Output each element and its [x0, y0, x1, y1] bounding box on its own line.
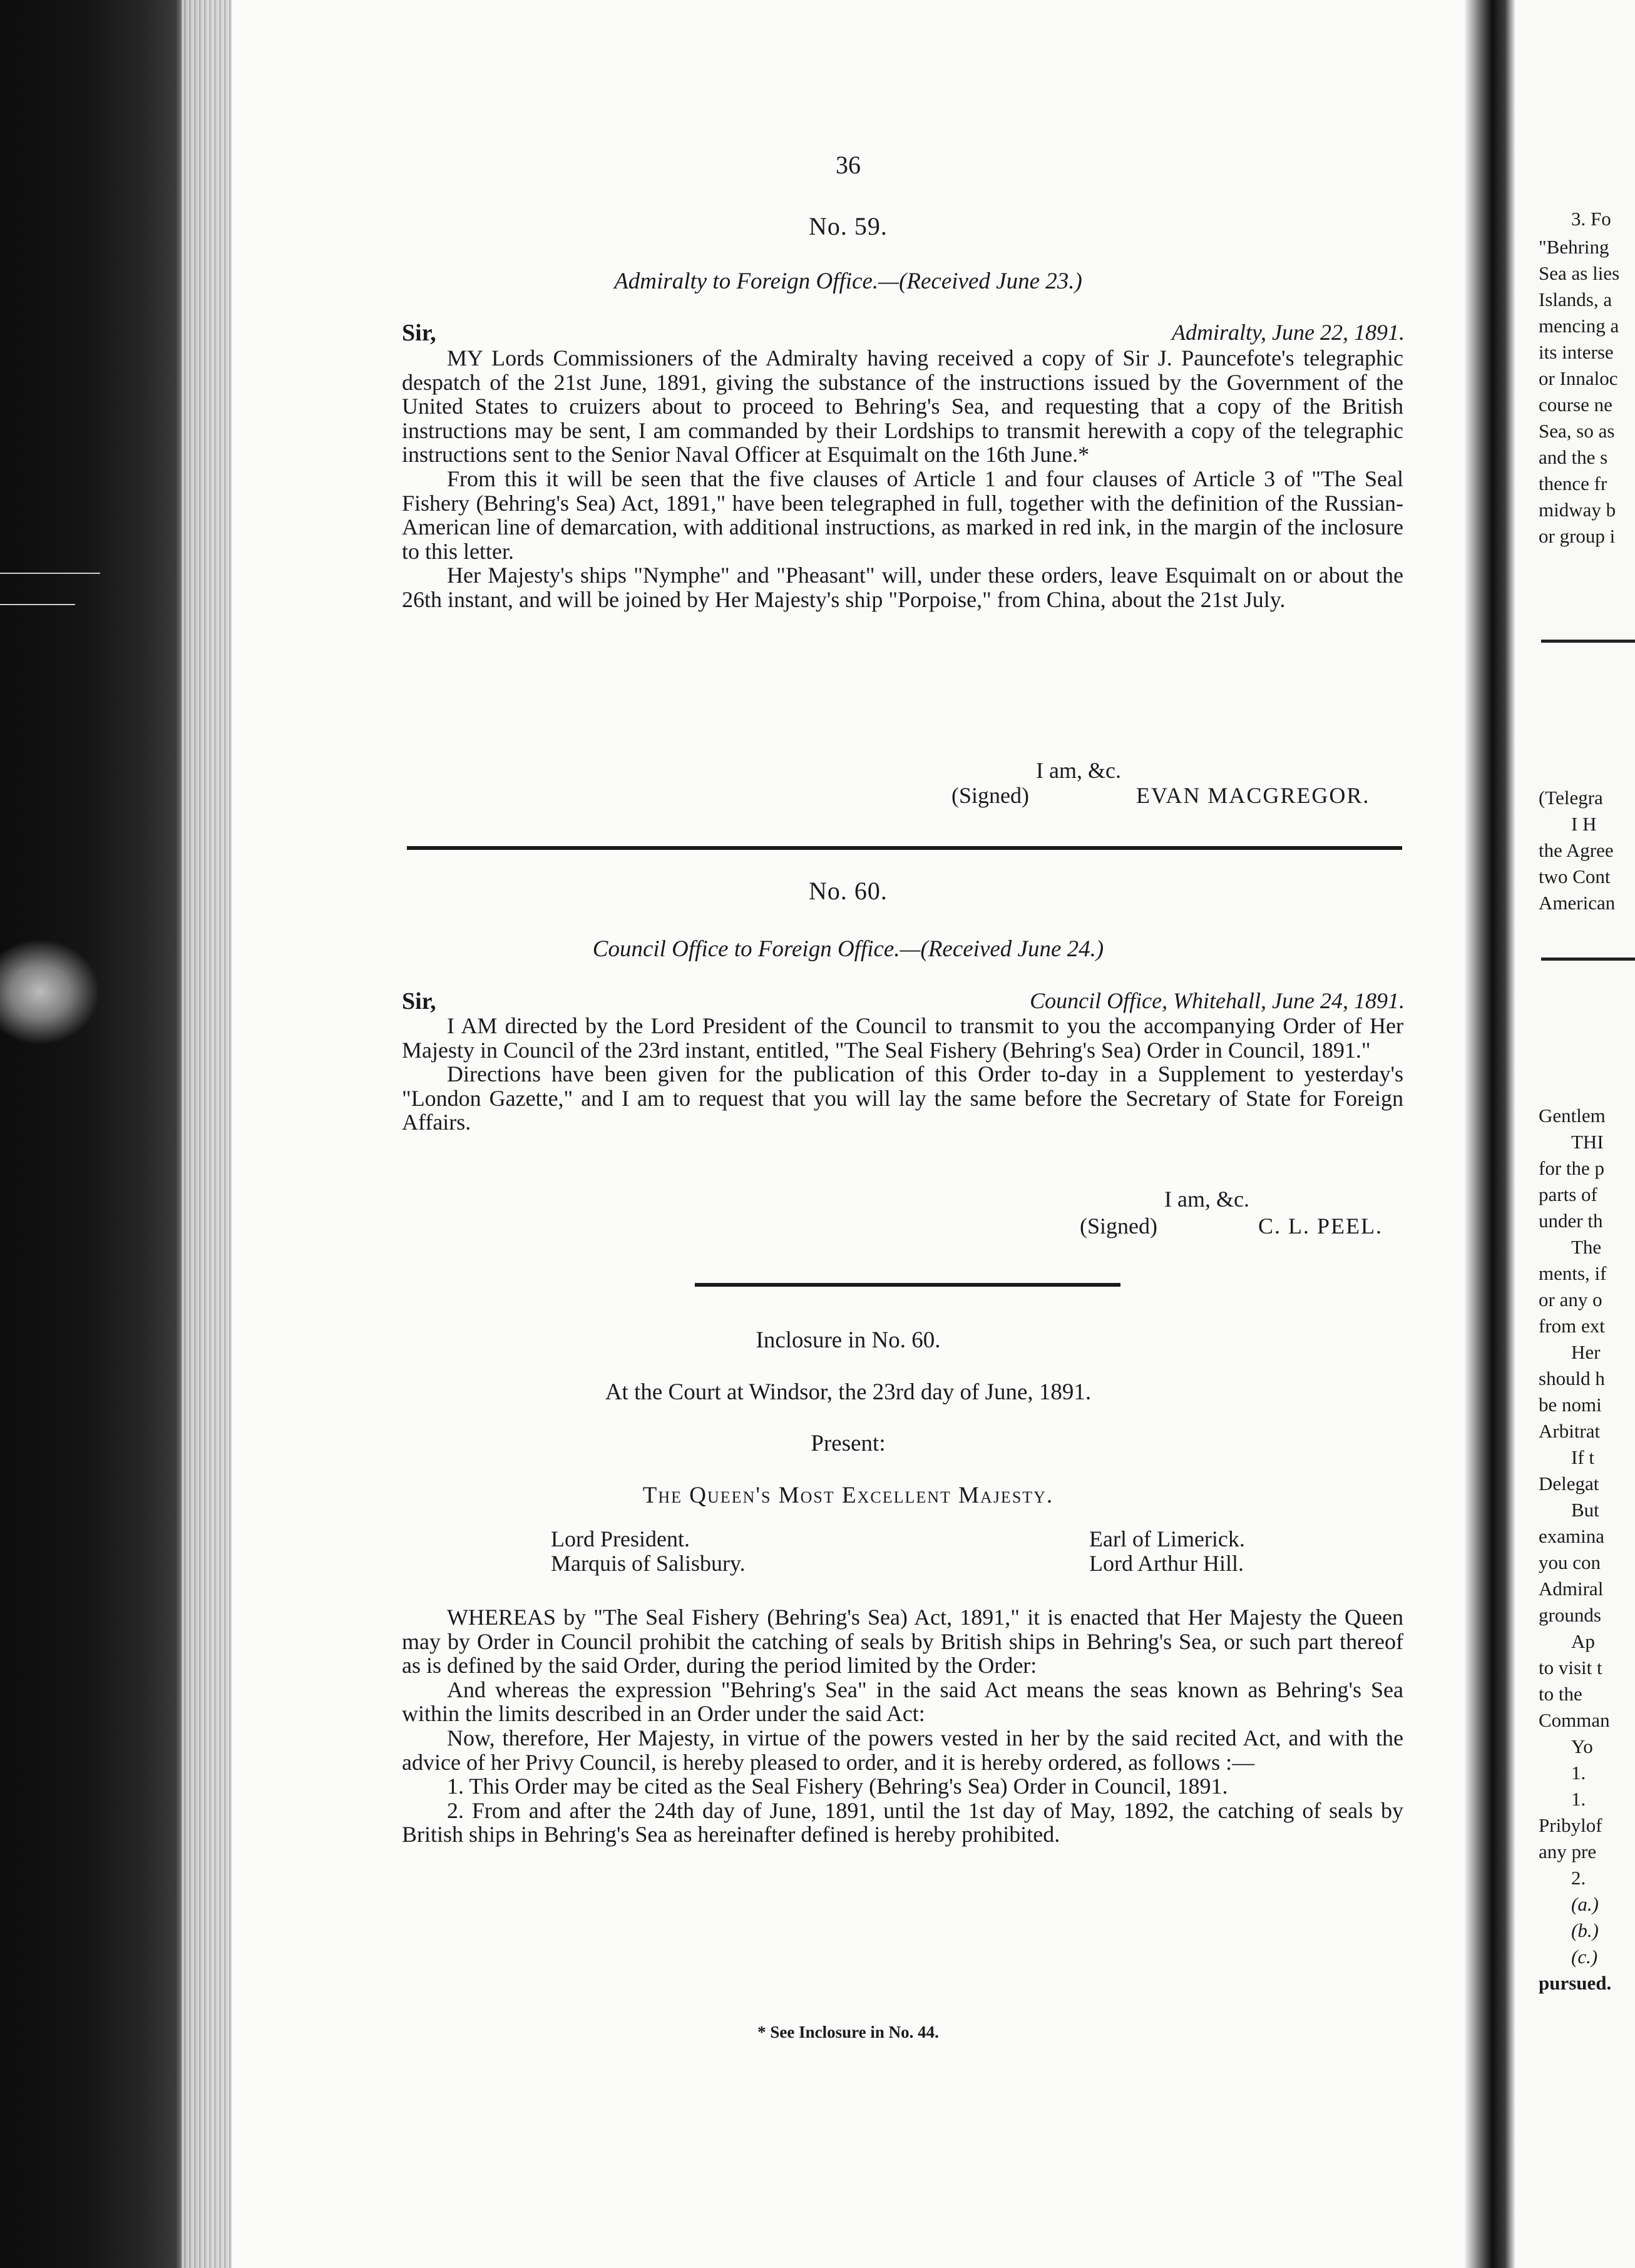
majesty-line: The Queen's Most Excellent Majesty. — [642, 1483, 1054, 1508]
doc-59-dateline-text: Admiralty, June 22, 1891. — [1172, 320, 1405, 345]
right-page-fragment: Yo — [1571, 1735, 1593, 1757]
attendee-name: Lord Arthur Hill. — [1089, 1551, 1244, 1576]
right-page-fragment: Delegat — [1539, 1473, 1599, 1494]
right-page-fragment: ments, if — [1539, 1262, 1607, 1284]
right-page — [1515, 0, 1635, 2268]
doc-60-closing: I am, &c. — [1164, 1187, 1249, 1212]
attendee-name: Earl of Limerick. — [1089, 1526, 1245, 1551]
right-page-fragment: course ne — [1539, 394, 1612, 416]
right-page-fragment: Admiral — [1539, 1578, 1604, 1600]
right-page-fragment: should h — [1539, 1367, 1605, 1389]
right-page-fragment: (a.) — [1571, 1893, 1599, 1915]
right-page-fragment: mencing a — [1539, 315, 1619, 337]
binding-thread-mark — [0, 604, 75, 605]
binding-wear-mark — [0, 939, 100, 1045]
right-page-fragment: parts of — [1539, 1183, 1597, 1205]
inclosure-paragraph: 2. From and after the 24th day of June, 1891, until the 1st day of May, 1892, the catching of seals by British ships in Behring's Sea as hereinafter defined is hereby prohibited. — [402, 1797, 1403, 1847]
right-page-fragment: be nomi — [1539, 1394, 1602, 1416]
right-page-fragment: American — [1539, 892, 1616, 914]
book-gutter — [1465, 0, 1515, 2268]
present-label: Present: — [811, 1431, 886, 1456]
doc-59-paragraph: MY Lords Commissioners of the Admiralty having received a copy of Sir J. Pauncefote's telegraphic despatch of the 21st June, 1891, giving the substance of the instructions issued by the Government of the United States to cruizers about to proceed to Behring's Sea, and requesting that a copy of the British instructions may be sent, I am commanded by their Lordships to transmit herewith a copy of the telegraphic instructions sent to the Senior Naval Officer at Esquimalt on the 16th June.* — [402, 345, 1403, 467]
right-page-fragment: any pre — [1539, 1841, 1597, 1862]
doc-59-signed-label: (Signed) — [951, 783, 1029, 808]
right-page-fragment: or group i — [1539, 525, 1616, 547]
right-page-fragment: 2. — [1571, 1867, 1586, 1889]
right-page-fragment: 3. Fo — [1571, 208, 1611, 230]
right-page-fragment: Sea as lies — [1539, 262, 1620, 284]
right-page-fragment: or any o — [1539, 1289, 1602, 1310]
right-page-fragment: for the p — [1539, 1157, 1605, 1179]
right-page-fragment: its interse — [1539, 341, 1614, 363]
doc-60-dateline — [1030, 988, 1405, 1014]
doc-59-signatory: EVAN MACGREGOR. — [1136, 783, 1370, 808]
right-page-fragment: Ap — [1571, 1630, 1595, 1652]
doc-59-paragraph: From this it will be seen that the five clauses of Article 1 and four clauses of Article 3 of "The Seal Fishery (Behring's Sea) Act, 1891," have been telegraphed in full, together with the definition of the Russian-American line of demarcation, with additional instructions, as marked in red ink, in the margin of the inclosure to this letter. — [402, 466, 1403, 564]
right-page-fragment: I H — [1571, 813, 1597, 835]
right-page-fragment: Sea, so as — [1539, 420, 1615, 442]
doc-59-body — [402, 346, 1403, 612]
doc-60-subheading: Council Office to Foreign Office.—(Received June 24.) — [592, 936, 1104, 962]
doc-59-heading: No. 59. — [809, 212, 888, 240]
right-page-fragment: pursued. — [1539, 1972, 1612, 1994]
attendee-name: Lord President. — [551, 1526, 690, 1551]
right-page-fragment: THI — [1571, 1131, 1604, 1153]
right-page-fragment: you con — [1539, 1551, 1601, 1573]
right-page-fragment: The — [1571, 1236, 1602, 1258]
right-page-divider — [1541, 640, 1635, 643]
right-page-fragment: Gentlem — [1539, 1105, 1606, 1126]
inclosure-paragraph: And whereas the expression "Behring's Sea" in the said Act means the seas known as Behring's Sea within the limits described in an Order under the said Act: — [402, 1677, 1403, 1727]
inclosure-divider — [695, 1283, 1120, 1287]
footnote: * See Inclosure in No. 44. — [757, 2023, 939, 2041]
right-page-fragment: examina — [1539, 1525, 1605, 1547]
doc-60-body — [402, 1014, 1403, 1135]
doc-60-heading: No. 60. — [809, 877, 888, 905]
right-page-fragment: (b.) — [1571, 1919, 1599, 1941]
right-page-fragment: under th — [1539, 1210, 1603, 1232]
right-page-fragment: Arbitrat — [1539, 1420, 1601, 1442]
inclosure-paragraph: 1. This Order may be cited as the Seal Fishery (Behring's Sea) Order in Council, 1891. — [447, 1774, 1228, 1799]
right-page-fragment: Pribylof — [1539, 1814, 1602, 1836]
section-divider — [407, 846, 1402, 850]
right-page-fragment: midway b — [1539, 499, 1616, 521]
inclosure-paragraph: WHEREAS by "The Seal Fishery (Behring's Sea) Act, 1891," it is enacted that Her Majesty the Queen may by Order in Council prohibit the catching of seals by British ships in Behring's Sea, or such part thereof as is defined by the said Order, during the period limited by the Order: — [402, 1605, 1403, 1678]
page-number: 36 — [836, 151, 861, 179]
right-page-fragment: to visit t — [1539, 1657, 1602, 1678]
doc-60-signatory: C. L. PEEL. — [1258, 1213, 1383, 1239]
right-page-divider — [1541, 958, 1635, 961]
doc-60-signed-label: (Signed) — [1080, 1213, 1157, 1239]
right-page-fragment: "Behring — [1539, 236, 1609, 258]
right-page-fragment: If t — [1571, 1446, 1595, 1468]
right-page-fragment: (c.) — [1571, 1946, 1598, 1968]
doc-59-subheading: Admiralty to Foreign Office.—(Received June 23.) — [614, 268, 1082, 294]
inclosure-body — [402, 1605, 1403, 1847]
doc-60-dateline-text: Council Office, Whitehall, June 24, 1891. — [1030, 988, 1405, 1013]
page-edges — [182, 0, 232, 2268]
right-page-fragment: from ext — [1539, 1315, 1605, 1337]
right-page-fragment: and the s — [1539, 446, 1608, 468]
binding-thread-mark — [0, 573, 100, 574]
inclosure-paragraph: Now, therefore, Her Majesty, in virtue of the powers vested in her by the said recited Act, and with the advice of her Privy Council, is hereby pleased to order, and it is hereby ordered, as follows :— — [402, 1725, 1403, 1775]
right-page-fragment: 1. — [1571, 1788, 1586, 1810]
left-page — [232, 0, 1465, 2268]
right-page-fragment: But — [1571, 1499, 1599, 1521]
right-page-fragment: or Innaloc — [1539, 367, 1618, 389]
right-page-fragment: (Telegra — [1539, 787, 1603, 809]
doc-60-paragraph: I AM directed by the Lord President of the Council to transmit to you the accompanying Order of Her Majesty in Council of the 23rd instant, entitled, "The Seal Fishery (Behring's Sea) Order in Council, 1891." — [402, 1013, 1403, 1063]
right-page-fragment: Islands, a — [1539, 289, 1612, 310]
attendees-right — [1089, 1527, 1245, 1576]
book-binding — [0, 0, 207, 2268]
court-line: At the Court at Windsor, the 23rd day of June, 1891. — [605, 1379, 1092, 1405]
doc-59-paragraph: Her Majesty's ships "Nymphe" and "Pheasant" will, under these orders, leave Esquimalt on or about the 26th instant, and will be joined by Her Majesty's ship "Porpoise," from China, about the 21st July. — [402, 563, 1403, 612]
doc-59-dateline — [1172, 319, 1405, 345]
right-page-fragment: 1. — [1571, 1762, 1586, 1784]
attendee-name: Marquis of Salisbury. — [551, 1551, 746, 1576]
right-page-fragment: Comman — [1539, 1709, 1610, 1731]
right-page-fragment: Her — [1571, 1341, 1601, 1363]
doc-59-salutation: Sir, — [402, 320, 436, 346]
right-page-fragment: the Agree — [1539, 839, 1614, 861]
right-page-fragment: grounds — [1539, 1604, 1601, 1626]
right-page-fragment: two Cont — [1539, 866, 1611, 887]
right-page-fragment: to the — [1539, 1683, 1582, 1705]
right-page-fragment: thence fr — [1539, 472, 1607, 494]
doc-59-closing: I am, &c. — [1036, 758, 1121, 783]
attendees-left — [551, 1527, 746, 1576]
inclosure-heading: Inclosure in No. 60. — [756, 1327, 941, 1353]
doc-60-salutation: Sir, — [402, 988, 436, 1014]
doc-60-paragraph: Directions have been given for the publication of this Order to-day in a Supplement to yesterday's "London Gazette," and I am to request that you will lay the same before the Secretary of State for Foreign Affairs. — [402, 1061, 1403, 1135]
